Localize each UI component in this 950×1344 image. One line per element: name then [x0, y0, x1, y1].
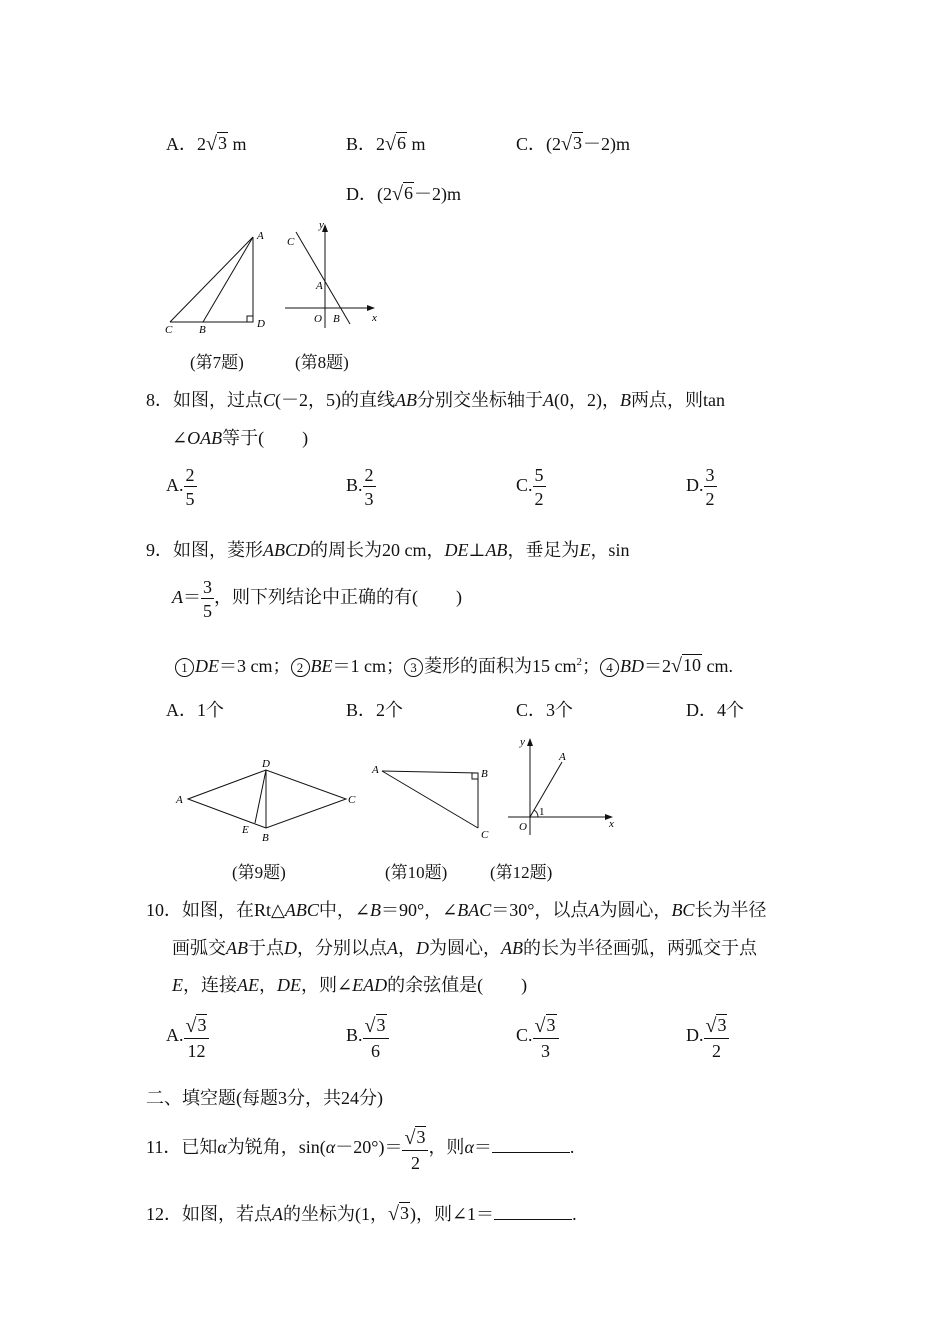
q12-answer-blank[interactable]	[494, 1205, 572, 1220]
q8-stem-line2: ∠OAB等于( )	[172, 428, 309, 448]
fig8-label-c: C	[287, 236, 295, 248]
fig8-label-x: x	[372, 312, 377, 324]
fig12-label-o: O	[519, 821, 527, 833]
q8-option-d: D. $\frac{3}{2}$	[686, 465, 715, 509]
caption-fig7: (第7题)	[190, 353, 244, 372]
q11-stem: 11．已知α为锐角，sin(α－20°)＝ √ 3 2 ，则α＝ .	[146, 1126, 575, 1173]
fig9-label-e: E	[242, 824, 249, 836]
q9-option-a: A．1个	[166, 700, 224, 720]
q9-statements: 1 DE＝3 cm； 2 BE＝1 cm； 3 菱形的面积为15 $cm^2$； 4 BD＝2 √ 10 cm.	[175, 652, 733, 678]
fig9-label-a: A	[176, 794, 183, 806]
fig10-label-a: A	[372, 764, 379, 776]
caption-fig12: (第12题)	[490, 863, 553, 882]
caption-fig8: (第8题)	[295, 353, 349, 372]
q7-option-d: D．(2 √ 6 －2)m	[346, 183, 461, 205]
fig12-label-y: y	[520, 736, 525, 748]
fig7-label-b: B	[199, 324, 206, 336]
q10-stem-line3: E，连接AE，DE，则∠EAD的余弦值是( )	[172, 975, 528, 995]
q9-stem-line2: A＝ $\frac{3}{5}$ ，则下列结论中正确的有( )	[172, 577, 462, 621]
q9-option-d: D．4个	[686, 700, 744, 720]
section-2-title: 二、填空题(每题3分，共24分)	[146, 1088, 383, 1108]
q10-option-c: C. √ 3 3	[516, 1014, 559, 1060]
fig9-label-d: D	[262, 758, 270, 770]
q8-stem-line1: 8．如图，过点C(－2，5)的直线AB分别交坐标轴于A(0，2)，B两点，则tan	[146, 390, 726, 410]
fig7-label-a: A	[257, 230, 264, 242]
q9-option-c: C．3个	[516, 700, 574, 720]
fig12-label-x: x	[609, 818, 614, 830]
q9-option-b: B．2个	[346, 700, 404, 720]
caption-fig9: (第9题)	[232, 863, 286, 882]
q11-answer-blank[interactable]	[492, 1138, 570, 1153]
fig8-label-a: A	[316, 280, 323, 292]
q8-option-c: C. $\frac{5}{2}$	[516, 465, 544, 509]
fig9-label-c: C	[348, 794, 356, 806]
fig10-label-c: C	[481, 829, 489, 841]
q8-option-b: B. $\frac{2}{3}$	[346, 465, 374, 509]
fig7-label-d: D	[257, 318, 265, 330]
fig12-label-a: A	[559, 751, 566, 763]
q8-option-a: A. $\frac{2}{5}$	[166, 465, 195, 509]
fig8-label-o: O	[314, 313, 322, 325]
fig12-label-1: 1	[539, 806, 545, 818]
q7-option-a: A．2 √ 3 m	[166, 133, 247, 155]
fig10-label-b: B	[481, 768, 488, 780]
figure-12	[505, 730, 625, 840]
fig8-label-b: B	[333, 313, 340, 325]
q10-option-a: A. √ 3 12	[166, 1014, 209, 1060]
figure-8	[280, 218, 385, 338]
fig9-label-b: B	[262, 832, 269, 844]
figure-10	[370, 758, 495, 843]
q7-option-c: C．(2 √ 3 －2)m	[516, 133, 630, 155]
q10-option-b: B. √ 3 6	[346, 1014, 389, 1060]
figure-7	[160, 225, 275, 340]
q9-stem-line1: 9．如图，菱形ABCD的周长为20 cm，DE⊥AB，垂足为E，sin	[146, 540, 630, 560]
q10-option-d: D. √ 3 2	[686, 1014, 729, 1060]
figure-9	[170, 755, 360, 845]
q12-stem: 12．如图，若点A的坐标为(1， √ 3 )，则∠1＝ .	[146, 1203, 577, 1225]
q10-stem-line1: 10．如图，在Rt△ABC中，∠B＝90°，∠BAC＝30°，以点A为圆心，BC长为半径	[146, 900, 767, 920]
caption-fig10: (第10题)	[385, 863, 448, 882]
q10-stem-line2: 画弧交AB于点D，分别以点A，D为圆心，AB的长为半径画弧，两弧交于点	[172, 938, 757, 958]
fig8-label-y: y	[319, 219, 324, 231]
fig7-label-c: C	[165, 324, 173, 336]
q7-option-b: B．2 √ 6 m	[346, 133, 426, 155]
